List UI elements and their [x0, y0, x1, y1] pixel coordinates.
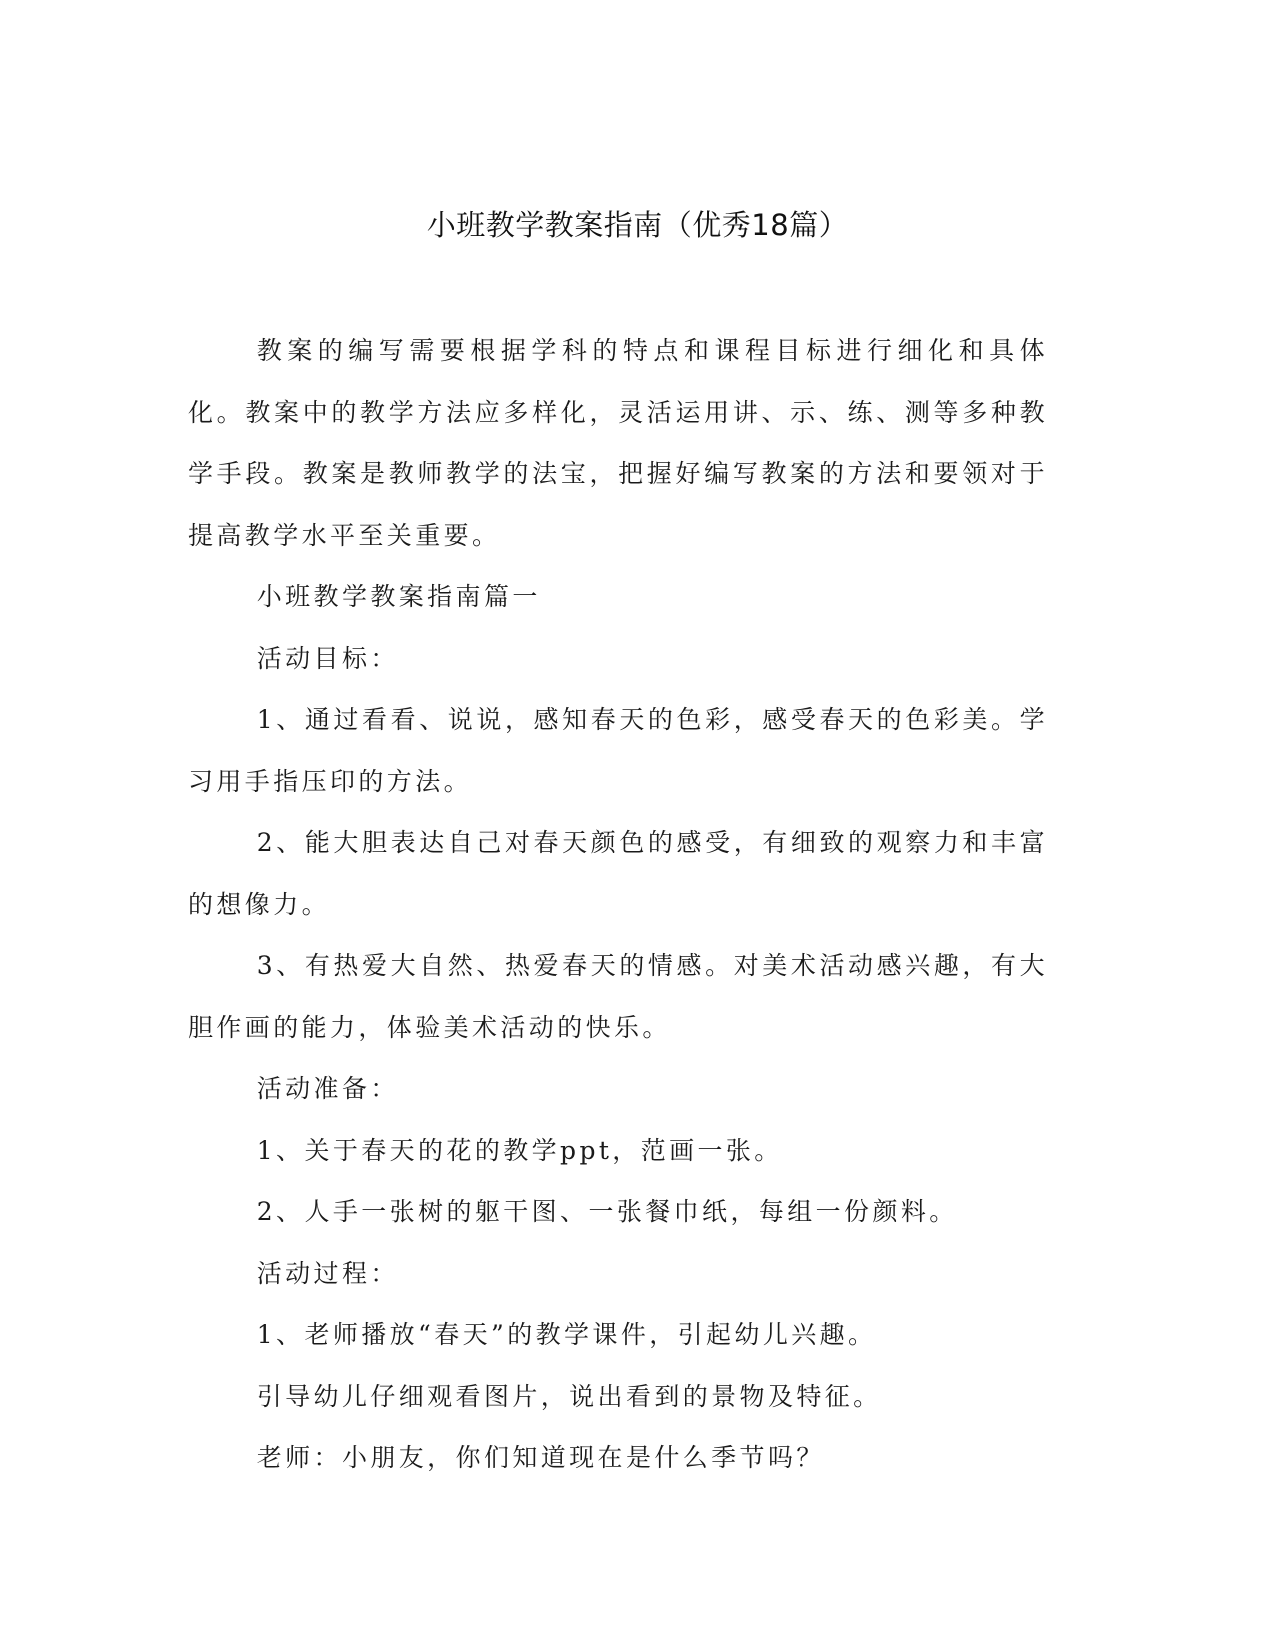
process-paragraph: 引导幼儿仔细观看图片，说出看到的景物及特征。 — [256, 1381, 882, 1411]
preparation-item-2: 2、人手一张树的躯干图、一张餐巾纸，每组一份颜料。 — [256, 1197, 958, 1226]
objectives-heading: 活动目标： — [256, 643, 399, 673]
document-title: 小班教学教案指南（优秀18篇） — [426, 208, 849, 242]
section-heading: 小班教学教案指南篇一 — [256, 582, 541, 611]
intro-paragraph: 教案的编写需要根据学科的特点和课程目标进行细化和具体化。教案中的教学方法应多样化，灵活运用讲、示、练、测等多种教学手段。教案是教师教学的法宝，把握好编写教案的方法和要领对于提高教学水平至关重要。 — [188, 336, 1048, 550]
process-item-1: 1、老师播放“春天”的教学课件，引起幼儿兴趣。 — [256, 1320, 877, 1349]
objective-item-2: 2、能大胆表达自己对春天颜色的感受，有细致的观察力和丰富的想像力。 — [188, 828, 1048, 919]
objective-item-3: 3、有热爱大自然、热爱春天的情感。对美术活动感兴趣，有大胆作画的能力，体验美术活动的快乐。 — [188, 951, 1048, 1042]
objective-item-1: 1、通过看看、说说，感知春天的色彩，感受春天的色彩美。学习用手指压印的方法。 — [188, 705, 1048, 796]
teacher-question: 老师：小朋友，你们知道现在是什么季节吗？ — [256, 1443, 825, 1472]
preparation-item-1: 1、关于春天的花的教学ppt，范画一张。 — [256, 1135, 783, 1165]
document-body — [188, 320, 1048, 1489]
process-heading: 活动过程： — [256, 1258, 399, 1288]
preparation-heading: 活动准备： — [256, 1074, 399, 1103]
